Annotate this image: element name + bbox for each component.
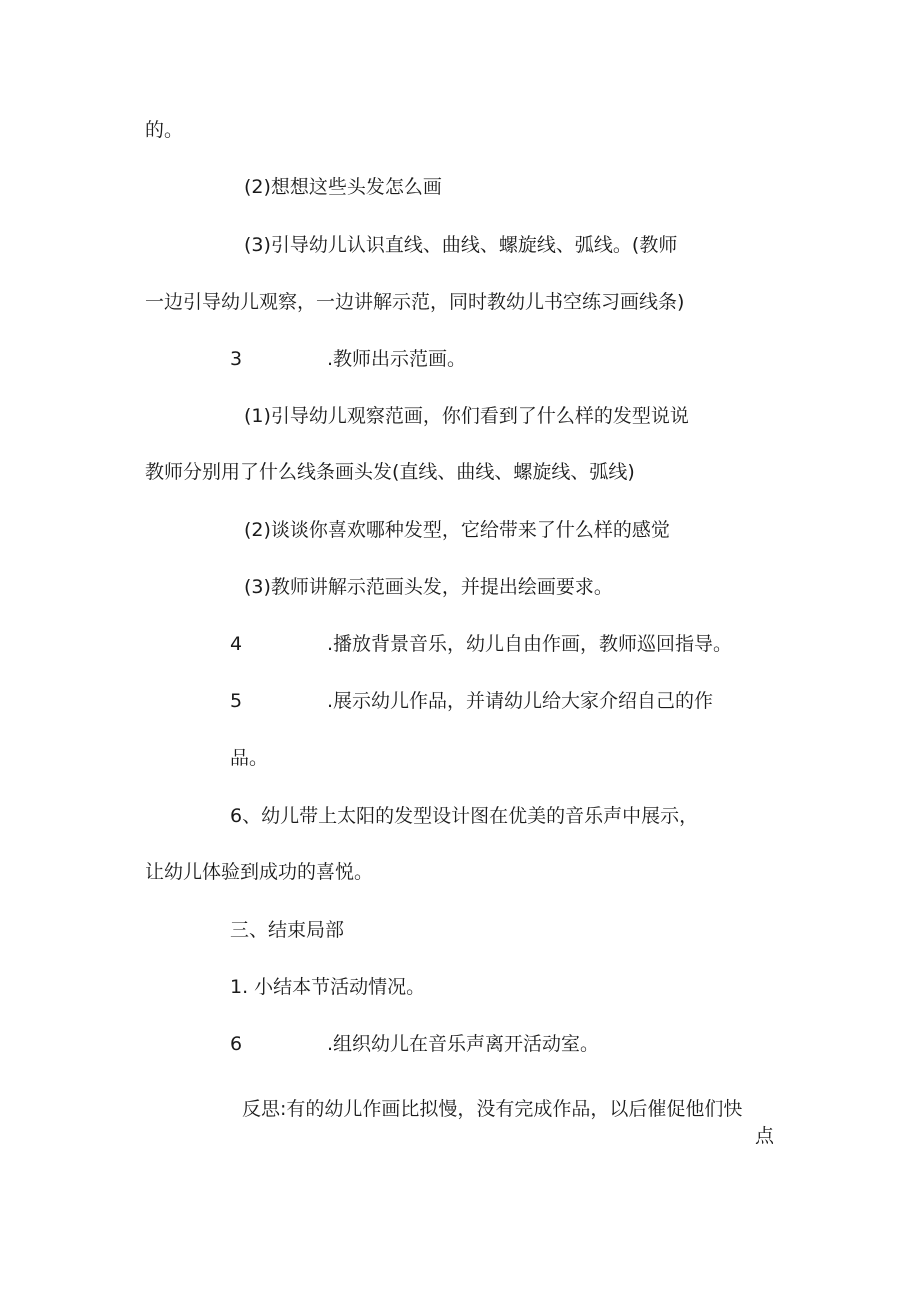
text-line: 让幼儿体验到成功的喜悦。 (145, 861, 374, 883)
text-line: 品。 (230, 747, 269, 769)
list-number: 4 (230, 633, 243, 655)
list-number: 3 (230, 348, 243, 370)
text-line: 一边引导幼儿观察，一边讲解示范，同时教幼儿书空练习画线条) (145, 291, 685, 313)
text-line: (2)想想这些头发怎么画 (244, 176, 442, 198)
text-line: 的。 (145, 119, 184, 141)
section-heading: 三、结束局部 (230, 919, 345, 941)
text-line: (3)引导幼儿认识直线、曲线、螺旋线、弧线。(教师 (244, 234, 678, 256)
text-line: 6、幼儿带上太阳的发型设计图在优美的音乐声中展示， (230, 805, 699, 827)
list-number: 5 (230, 690, 243, 712)
text-line: 1. 小结本节活动情况。 (230, 976, 426, 998)
text-line: 教师分别用了什么线条画头发(直线、曲线、螺旋线、弧线) (145, 461, 635, 483)
text-line: .展示幼儿作品，并请幼儿给大家介绍自己的作 (327, 690, 714, 712)
text-line: .播放背景音乐，幼儿自由作画，教师巡回指导。 (327, 633, 733, 655)
text-line: .组织幼儿在音乐声离开活动室。 (327, 1033, 600, 1055)
list-number: 6 (230, 1033, 243, 1055)
text-line: 反思:有的幼儿作画比拟慢，没有完成作品，以后催促他们快 (242, 1098, 743, 1120)
text-line: (1)引导幼儿观察范画，你们看到了什么样的发型说说 (244, 405, 689, 427)
text-line: 点 (755, 1125, 775, 1147)
text-line: (3)教师讲解示范画头发，并提出绘画要求。 (244, 576, 613, 598)
text-line: .教师出示范画。 (327, 348, 467, 370)
text-line: (2)谈谈你喜欢哪种发型，它给带来了什么样的感觉 (244, 519, 670, 541)
